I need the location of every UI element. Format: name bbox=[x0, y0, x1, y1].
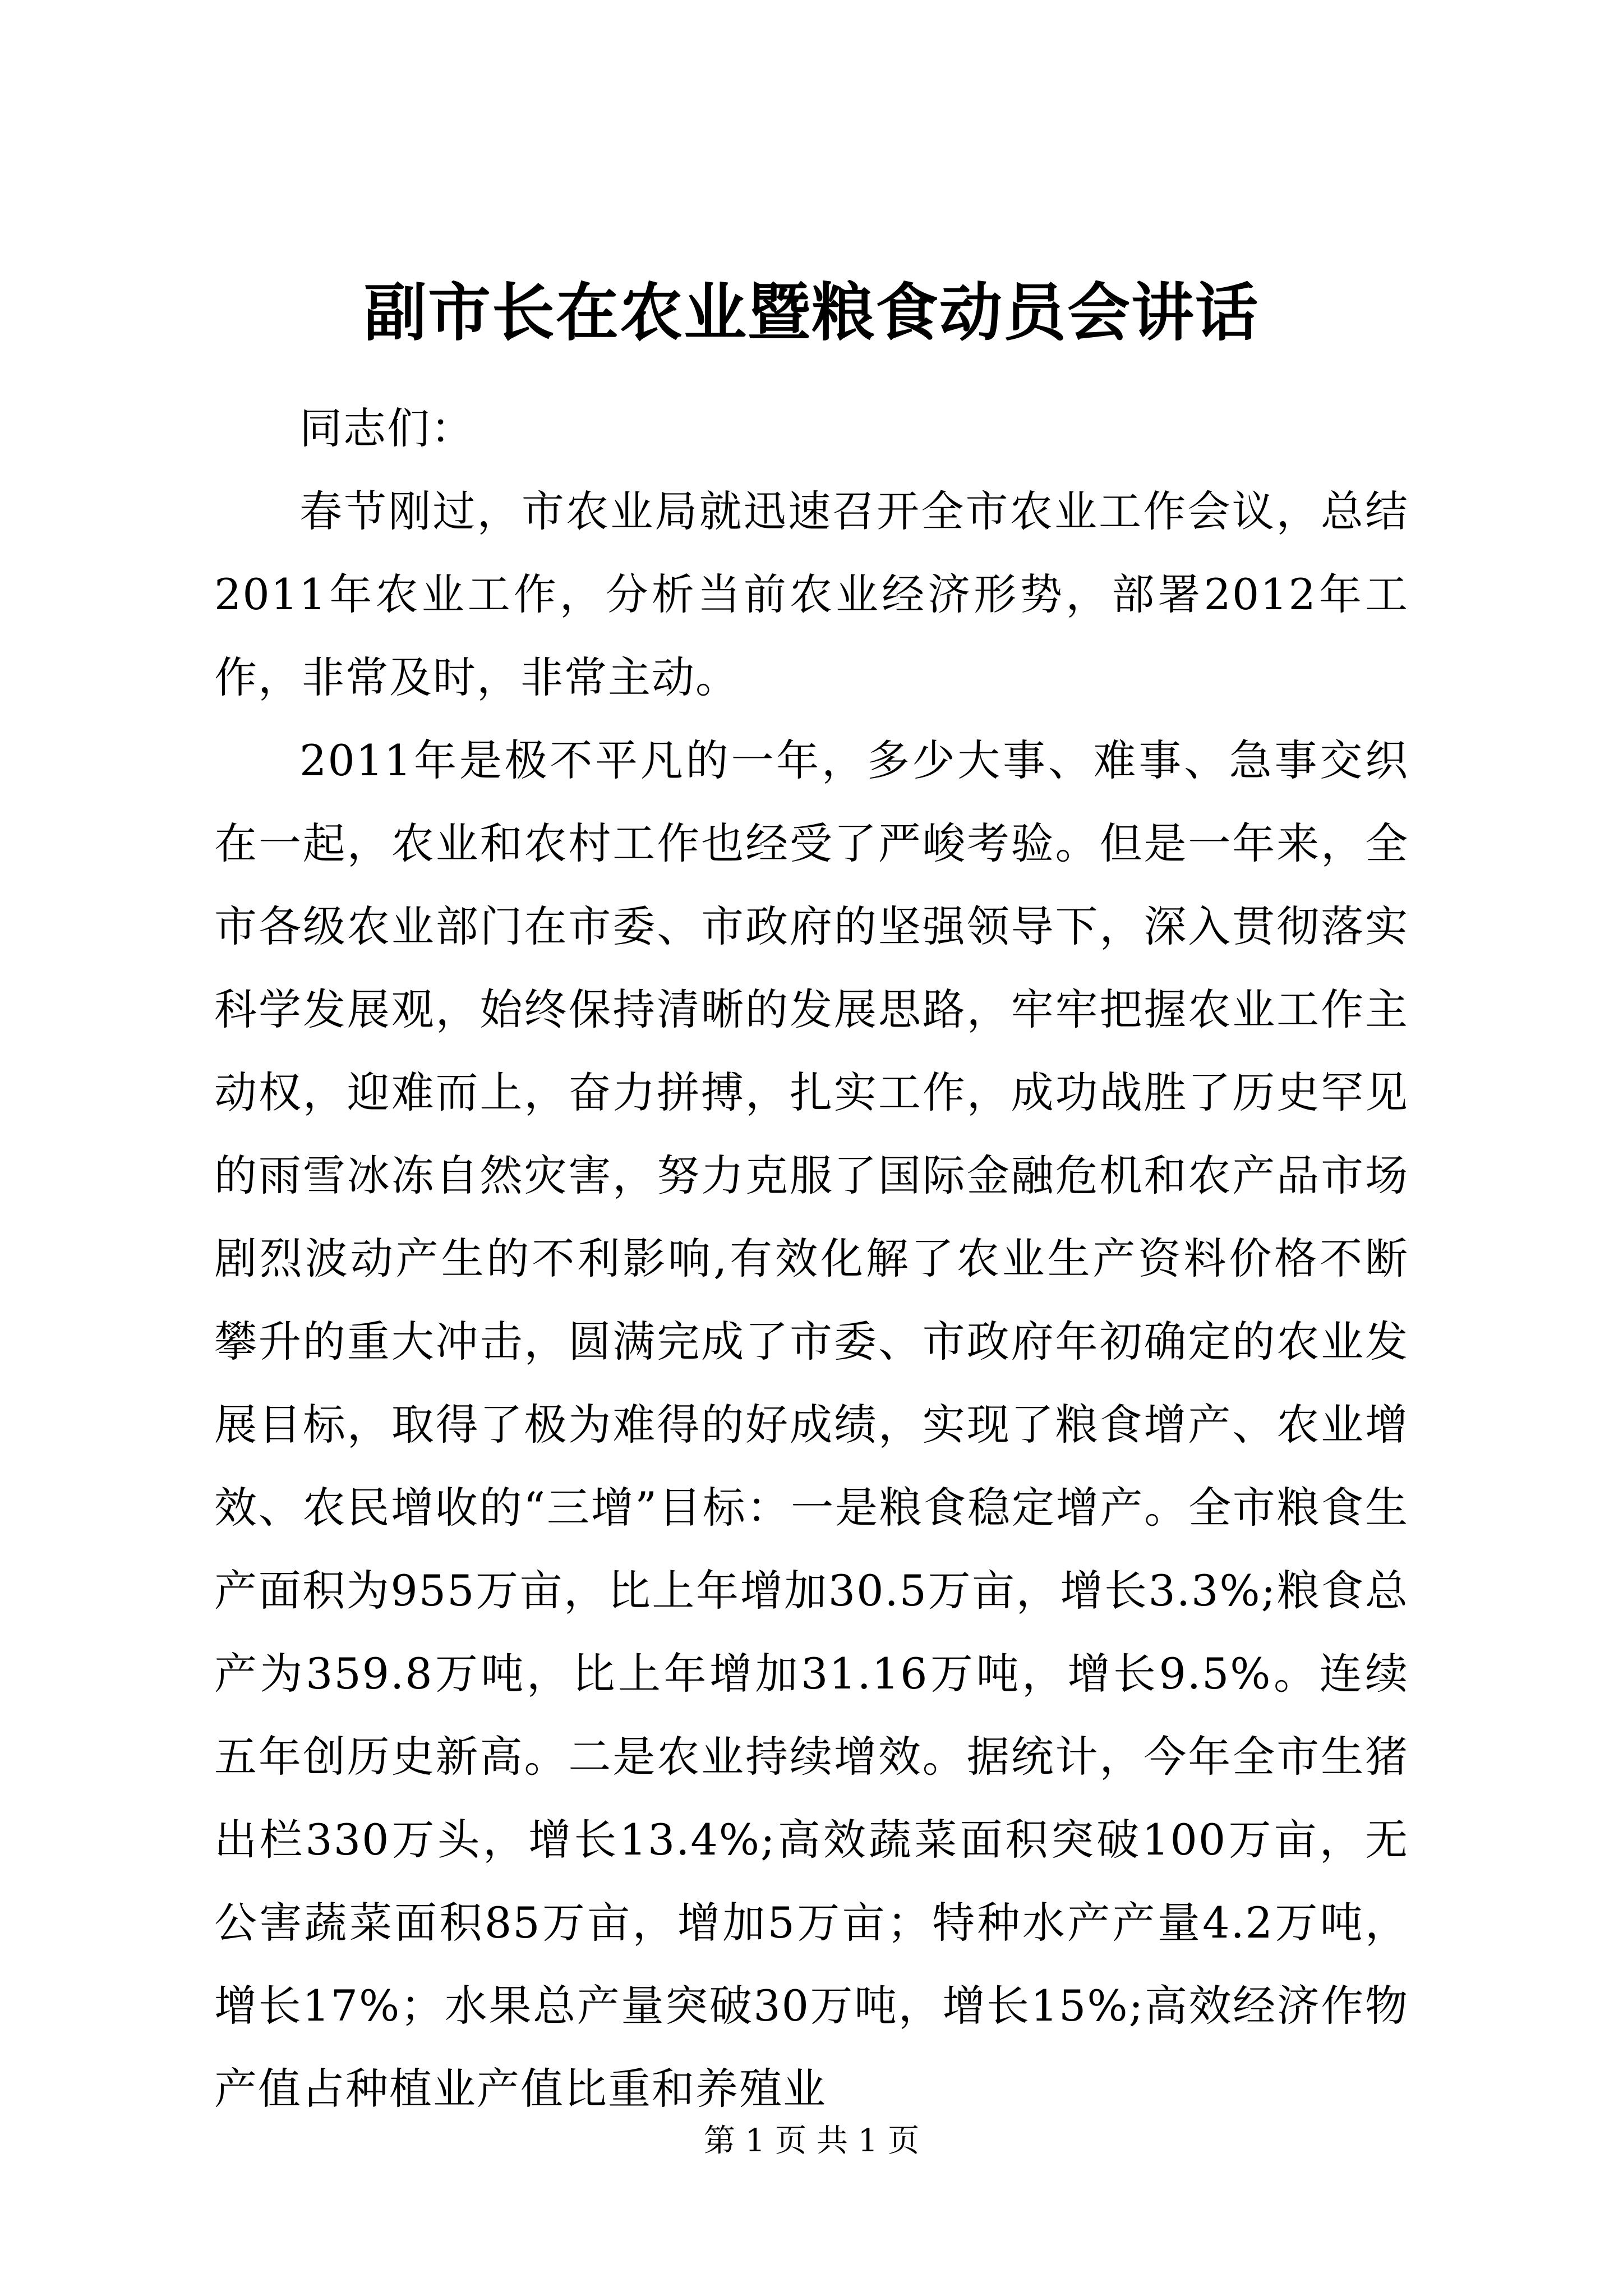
page-title: 副市长在农业暨粮食动员会讲话 bbox=[364, 276, 1259, 349]
document-body bbox=[214, 387, 1409, 2131]
salutation: 同志们： bbox=[299, 403, 474, 453]
page-footer: 第 1 页 共 1 页 bbox=[703, 2123, 920, 2159]
paragraph: 2011年是极不平凡的一年，多少大事、难事、急事交织在一起，农业和农村工作也经受了严峻考验。但是一年来，全市各级农业部门在市委、市政府的坚强领导下，深入贯彻落实科学发展观，始终保持清晰的发展思路，牢牢把握农业工作主动权，迎难而上，奋力拼搏，扎实工作，成功战胜了历史罕见的雨雪冰冻自然灾害，努力克服了国际金融危机和农产品市场剧烈波动产生的不利影响,有效化解了农业生产资料价格不断攀升的重大冲击，圆满完成了市委、市政府年初确定的农业发展目标，取得了极为难得的好成绩，实现了粮食增产、农业增效、农民增收的“三增”目标：一是粮食稳定增产。全市粮食生产面积为955万亩，比上年增加30.5万亩，增长3.3%;粮食总产为359.8万吨，比上年增加31.16万吨，增长9.5%。连续五年创历史新高。二是农业持续增效。据统计，今年全市生猪出栏330万头，增长13.4%;高效蔬菜面积突破100万亩，无公害蔬菜面积85万亩，增加5万亩；特种水产产量4.2万吨，增长17%；水果总产量突破30万吨，增长15%;高效经济作物产值占种植业产值比重和养殖业 bbox=[214, 735, 1409, 2114]
paragraph: 春节刚过，市农业局就迅速召开全市农业工作会议，总结2011年农业工作，分析当前农业经济形势，部署2012年工作，非常及时，非常主动。 bbox=[214, 486, 1409, 702]
